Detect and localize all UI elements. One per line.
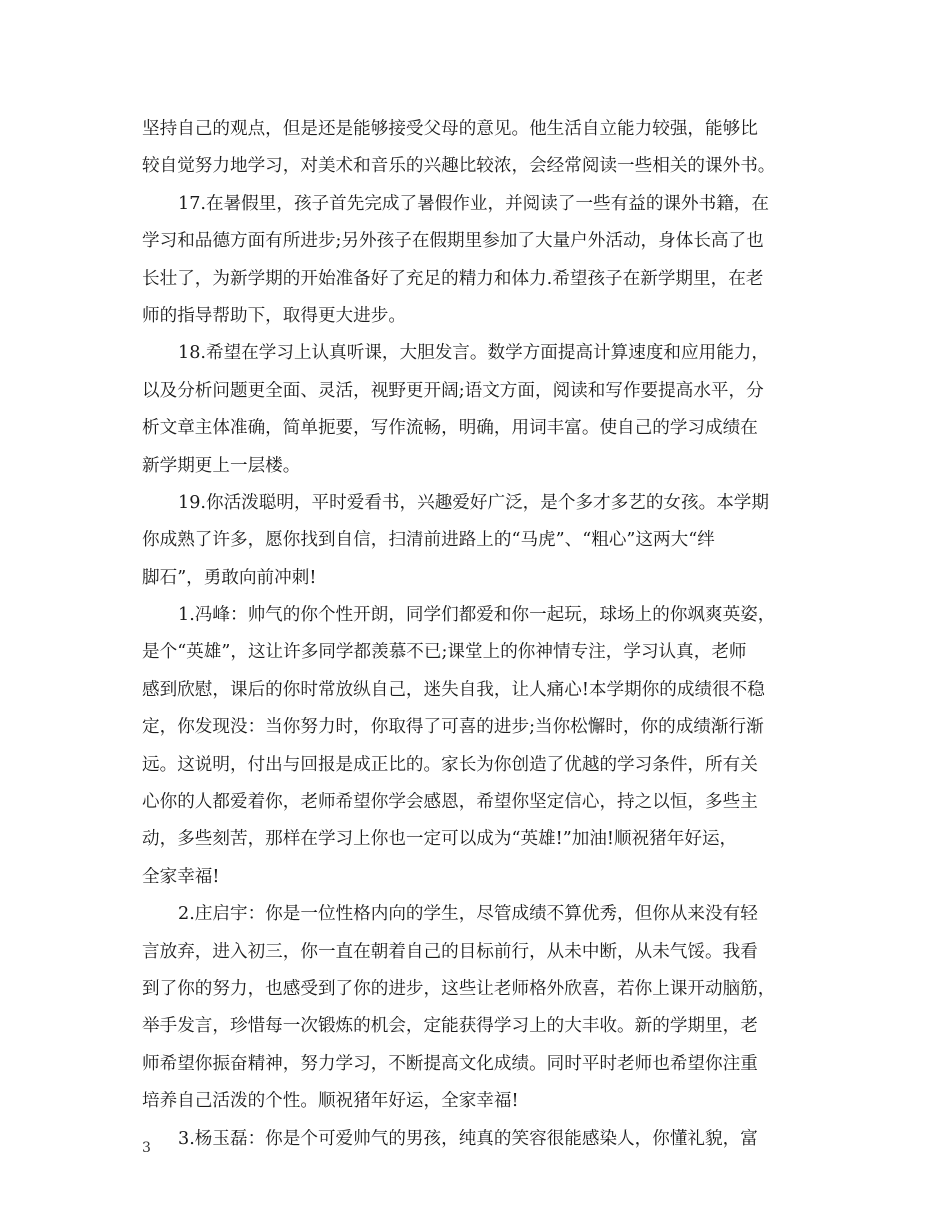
text-line: 新学期更上一层楼。 — [142, 455, 301, 476]
text-line: 17.在暑假里，孩子首先完成了暑假作业，并阅读了一些有益的课外书籍，在 — [178, 193, 769, 214]
text-line: 定，你发现没：当你努力时，你取得了可喜的进步;当你松懈时，你的成绩渐行渐 — [142, 717, 764, 738]
text-line: 动，多些刻苦，那样在学习上你也一定可以成为“英雄!”加油!顺祝猪年好运， — [142, 829, 738, 850]
text-line: 师的指导帮助下，取得更大进步。 — [142, 305, 406, 326]
text-line: 举手发言，珍惜每一次锻炼的机会，定能获得学习上的大丰收。新的学期里，老 — [142, 1016, 758, 1037]
text-line: 是个“英雄”，这让许多同学都羡慕不已;课堂上的你神情专注，学习认真，老师 — [142, 642, 747, 663]
text-line: 你成熟了许多，愿你找到自信，扫清前进路上的“马虎”、“粗心”这两大“绊 — [142, 530, 715, 551]
text-line: 脚石”，勇敢向前冲刺! — [142, 567, 317, 588]
text-line: 3.杨玉磊：你是个可爱帅气的男孩，纯真的笑容很能感染人，你懂礼貌，富 — [178, 1128, 758, 1149]
body-text — [142, 111, 842, 1158]
text-line: 18.希望在学习上认真听课，大胆发言。数学方面提高计算速度和应用能力， — [178, 343, 769, 364]
text-line: 远。这说明，付出与回报是成正比的。家长为你创造了优越的学习条件，所有关 — [142, 754, 758, 775]
text-line: 全家幸福! — [142, 866, 220, 887]
text-line: 2.庄启宇：你是一位性格内向的学生，尽管成绩不算优秀，但你从来没有轻 — [178, 904, 758, 925]
text-line: 以及分析问题更全面、灵活，视野更开阔;语文方面，阅读和写作要提高水平，分 — [142, 380, 764, 401]
text-line: 长壮了，为新学期的开始准备好了充足的精力和体力.希望孩子在新学期里，在老 — [142, 268, 764, 289]
text-line: 坚持自己的观点，但是还是能够接受父母的意见。他生活自立能力较强，能够比 — [142, 119, 758, 139]
text-line: 19.你活泼聪明，平时爱看书，兴趣爱好广泛，是个多才多艺的女孩。本学期 — [178, 492, 769, 513]
text-line: 师希望你振奋精神，努力学习，不断提高文化成绩。同时平时老师也希望你注重 — [142, 1053, 758, 1074]
text-line: 心你的人都爱着你，老师希望你学会感恩，希望你坚定信心，持之以恒，多些主 — [142, 792, 758, 813]
text-line: 言放弃，进入初三，你一直在朝着自己的目标前行，从未中断，从未气馁。我看 — [142, 941, 758, 962]
text-line: 1.冯峰：帅气的你个性开朗，同学们都爱和你一起玩，球场上的你飒爽英姿， — [178, 605, 776, 626]
text-line: 析文章主体准确，简单扼要，写作流畅，明确，用词丰富。使自己的学习成绩在 — [142, 418, 758, 439]
page-number: 3 — [142, 1140, 151, 1156]
text-line: 较自觉努力地学习，对美术和音乐的兴趣比较浓，会经常阅读一些相关的课外书。 — [142, 156, 776, 177]
text-line: 学习和品德方面有所进步;另外孩子在假期里参加了大量户外活动，身体长高了也 — [142, 231, 764, 252]
text-line: 感到欣慰，课后的你时常放纵自己，迷失自我，让人痛心!本学期你的成绩很不稳 — [142, 679, 765, 700]
text-line: 培养自己活泼的个性。顺祝猪年好运，全家幸福! — [142, 1091, 519, 1112]
text-line: 到了你的努力，也感受到了你的进步，这些让老师格外欣喜，若你上课开动脑筋， — [142, 978, 776, 999]
